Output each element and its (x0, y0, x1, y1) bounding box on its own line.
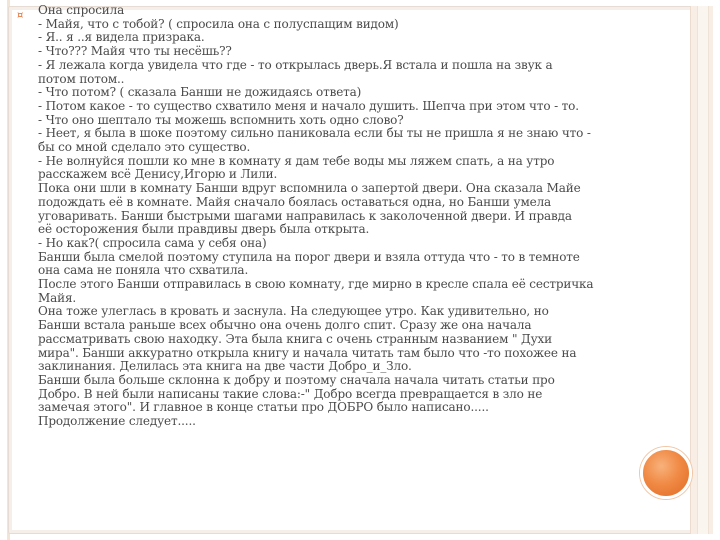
text-line: Она тоже улеглась в кровать и заснула. На следующее утро. Как удивительно, но (38, 304, 549, 319)
text-line: Банши была смелой поэтому ступила на порог двери и взяла оттуда что - то в темноте (38, 249, 580, 264)
bullet-icon: ¤ (17, 10, 24, 21)
text-line: замечая этого". И главное в конце статьи про ДОБРО было написано..... (38, 400, 489, 415)
right-decor-panel (690, 6, 713, 534)
text-line: мира". Банши аккуратно открыла книгу и начала читать там было что -то похожее на (38, 345, 577, 360)
text-line: Пока они шли в комнату Банши вдруг вспомнила о запертой двери. Она сказала Майе (38, 181, 581, 196)
text-line: Продолжение следует..... (38, 414, 196, 429)
text-line: её осторожения были правдивы дверь была открыта. (38, 222, 370, 237)
text-line: - Неет, я была в шоке поэтому сильно паниковала если бы ты не пришла я не знаю что - (38, 126, 591, 141)
text-line: бы со мной сделало это существо. (38, 140, 251, 155)
text-line: Добро. В ней были написаны такие слова:-" Добро всегда превращается в зло не (38, 386, 543, 401)
text-line: - Майя, что с тобой? ( спросила она с полуспащим видом) (38, 16, 399, 31)
orange-circle-decoration (640, 447, 692, 499)
text-line: - Что потом? ( сказала Банши не дожидаясь ответа) (38, 85, 362, 100)
text-line: - Я.. я ..я видела призрака. (38, 30, 205, 45)
text-line: подождать её в комнате. Майя сначало боялась оставаться одна, но Банши умела (38, 194, 552, 209)
text-line: потом потом.. (38, 71, 125, 86)
text-line: После этого Банши отправилась в свою комнату, где мирно в кресле спала её сестричка (38, 277, 594, 292)
text-line: - Что??? Майя что ты несёшь?? (38, 44, 232, 59)
right-decor-stripe (697, 6, 709, 534)
text-line: - Что оно шептало ты можешь вспомнить хоть одно слово? (38, 112, 404, 127)
text-line: Банши была больше склонна к добру и поэтому сначала начала читать статьи про (38, 372, 555, 387)
slide-text-body (38, 4, 688, 429)
text-line: она сама не поняла что схватила. (38, 263, 249, 278)
text-line: Майя. (38, 290, 77, 305)
text-line: расскажем всё Денису,Игорю и Лили. (38, 167, 278, 182)
text-line: заклинания. Делилась эта книга на две части Добро_и_Зло. (38, 359, 412, 374)
text-line: Она спросила (38, 3, 125, 17)
text-line: - Я лежала когда увидела что где - то открылась дверь.Я встала и пошла на звук а (38, 57, 553, 72)
text-line: - Потом какое - то существо схватило меня и начало душить. Шепча при этом что - то. (38, 98, 579, 113)
text-line: Банши встала раньше всех обычно она очень долго спит. Сразу же она начала (38, 318, 532, 333)
text-line: - Но как?( спросила сама у себя она) (38, 235, 267, 250)
text-line: уговаривать. Банши быстрыми шагами направилась к заколоченной двери. И правда (38, 208, 572, 223)
text-line: рассматривать свою находку. Эта была книга с очень странным названием " Духи (38, 331, 552, 346)
text-line: - Не волнуйся пошли ко мне в комнату я дам тебе воды мы ляжем спать, а на утро (38, 153, 555, 168)
